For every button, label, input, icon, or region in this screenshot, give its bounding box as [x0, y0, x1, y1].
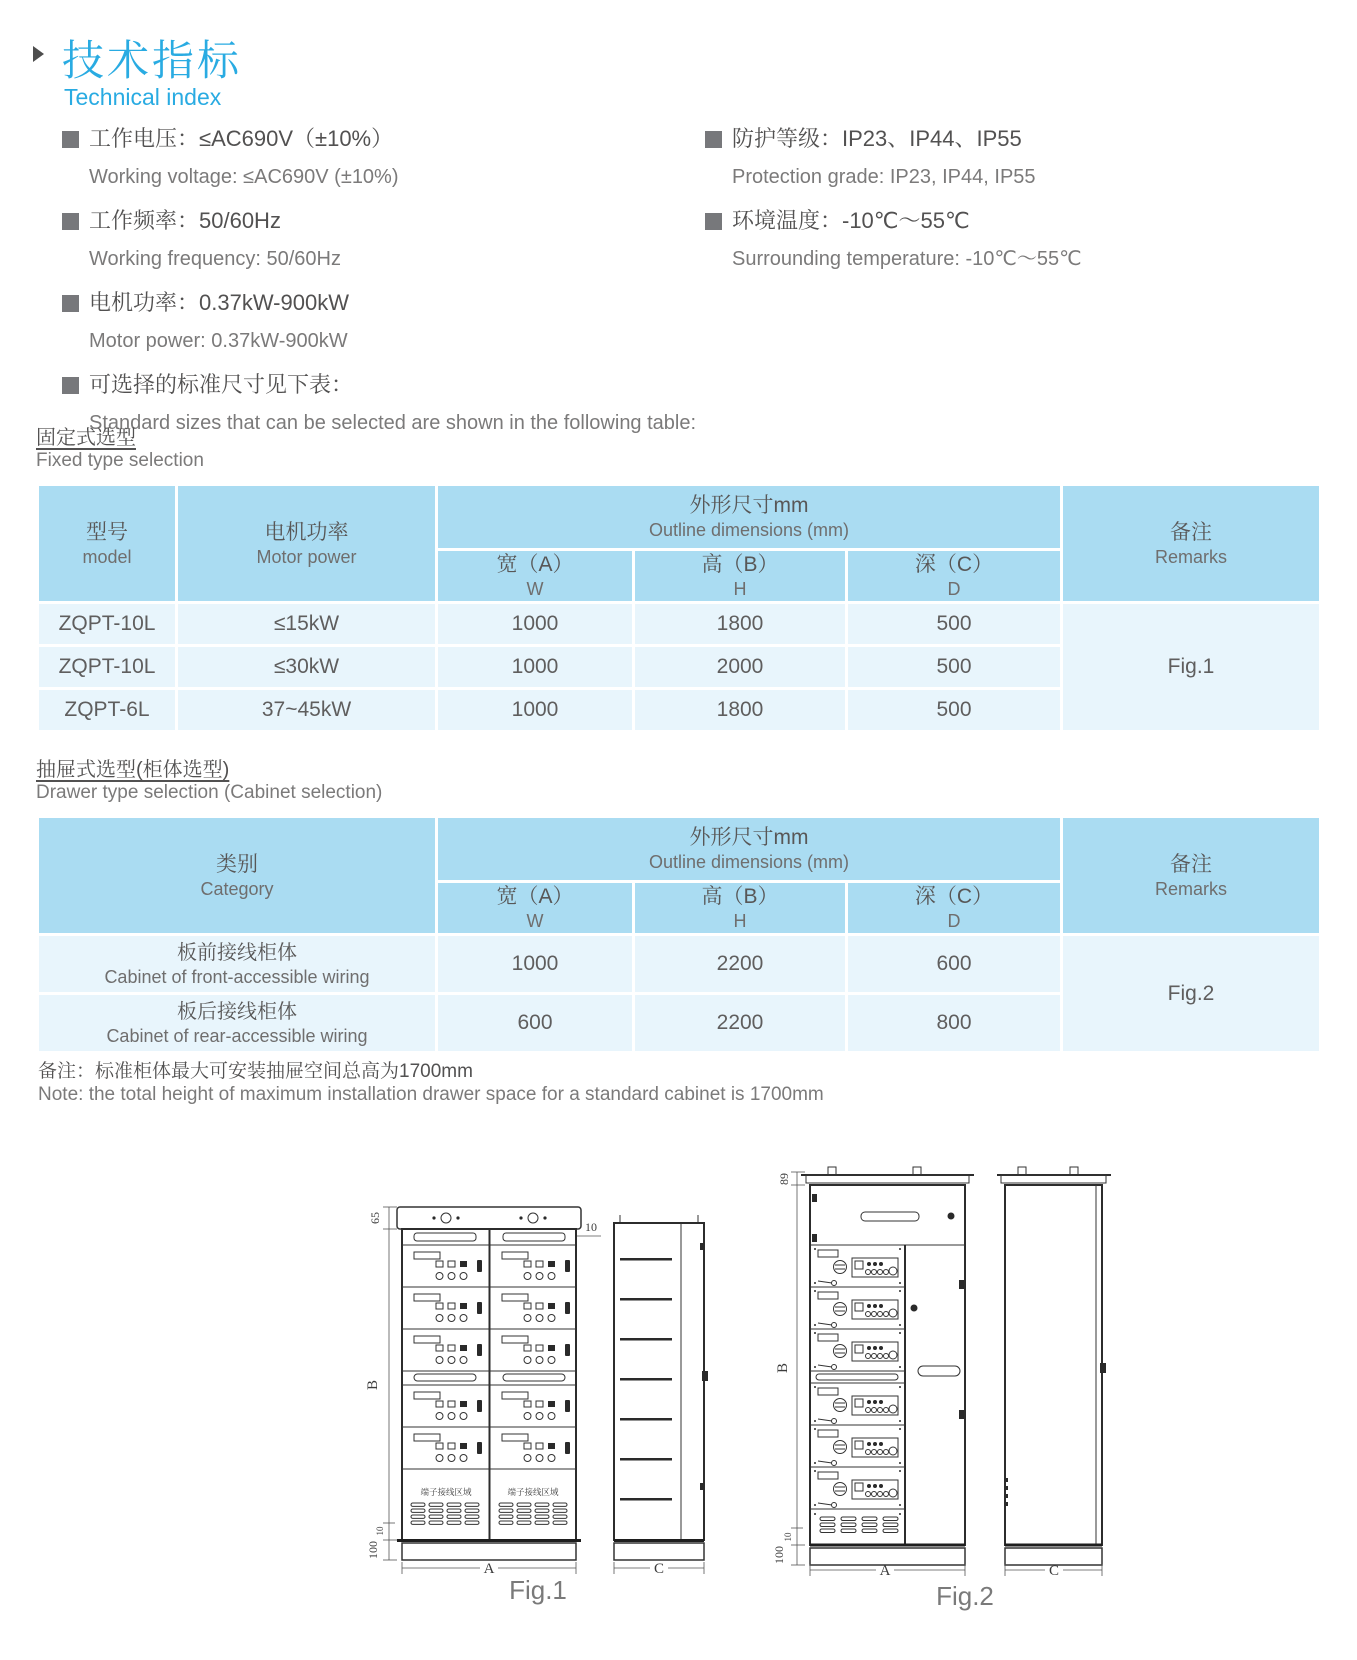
category-cell [39, 936, 435, 992]
spec-zh-text: 防护等级：IP23、IP44、IP55 [732, 126, 1022, 151]
header-en: W [526, 579, 544, 599]
depth-cell: 600 [848, 936, 1060, 992]
spec-en-text: Working voltage: ≤AC690V (±10%) [89, 166, 399, 188]
spec-en-text: Motor power: 0.37kW-900kW [89, 330, 348, 352]
dim-depth-label: C [653, 1561, 665, 1577]
fixed-type-table [36, 483, 1322, 733]
terminal-area-label: 端子接线区域 [420, 1487, 472, 1497]
note-en: Note: the total height of maximum installation drawer space for a standard cabinet is 1700mm [38, 1084, 824, 1105]
dim-base-label: 100 [772, 1546, 786, 1564]
header-zh: 深（C） [914, 553, 994, 576]
height-cell: 1800 [635, 604, 845, 644]
depth-cell: 800 [848, 995, 1060, 1051]
fig1-side-view [614, 1215, 708, 1560]
header-en: H [733, 911, 747, 931]
terminal-area-label: 端子接线区域 [507, 1487, 559, 1497]
spec-motor-power [62, 288, 702, 354]
col-header-outline-dimensions [438, 486, 1060, 548]
dim-cap-label: 89 [777, 1173, 791, 1185]
square-bullet-icon [62, 377, 79, 394]
model-cell: ZQPT-10L [39, 604, 175, 644]
header-en: Category [200, 878, 274, 899]
col-header-remarks [1063, 486, 1319, 601]
header-zh: 类别 [216, 852, 258, 876]
dim-top-right-label: 10 [585, 1220, 597, 1234]
width-cell: 1000 [438, 647, 632, 687]
depth-cell: 500 [848, 647, 1060, 687]
dim-small-label: 10 [783, 1532, 793, 1542]
spec-list-right [705, 124, 1345, 288]
page-title: 技术指标 [62, 37, 243, 84]
fixed-section-title-zh: 固定式选型 [36, 427, 136, 449]
width-cell: 1000 [438, 690, 632, 730]
spec-zh-text: 环境温度：-10℃～55℃ [732, 208, 970, 233]
drawer-section-title-en: Drawer type selection (Cabinet selection) [36, 782, 383, 803]
remarks-cell: Fig.2 [1063, 936, 1319, 1051]
width-cell: 1000 [438, 604, 632, 644]
col-header-remarks [1063, 818, 1319, 933]
spec-protection-grade [705, 124, 1345, 190]
square-bullet-icon [62, 213, 79, 230]
remarks-cell: Fig.1 [1063, 604, 1319, 730]
fig2-caption: Fig.2 [936, 1581, 994, 1611]
square-bullet-icon [705, 213, 722, 230]
dim-width-label: A [483, 1561, 495, 1577]
header-zh: 外形尺寸mm [689, 494, 809, 517]
square-bullet-icon [62, 131, 79, 148]
spec-surrounding-temperature [705, 206, 1345, 272]
spec-working-voltage [62, 124, 702, 190]
header-zh: 深（C） [914, 885, 994, 908]
header-zh: 宽（A） [496, 885, 574, 908]
spec-en-text: Working frequency: 50/60Hz [89, 248, 341, 270]
col-header-height [635, 551, 845, 601]
col-header-category [39, 818, 435, 933]
category-zh: 板前接线柜体 [177, 941, 297, 964]
header-en: model [82, 546, 132, 567]
fig1-drawing [333, 1143, 713, 1613]
spec-en-text: Surrounding temperature: -10℃～55℃ [732, 248, 1082, 270]
header-en: W [526, 911, 544, 931]
fig1-front-view [397, 1207, 581, 1560]
fixed-section-title-en: Fixed type selection [36, 450, 204, 471]
category-en: Cabinet of rear-accessible wiring [106, 1025, 368, 1046]
header-zh: 高（B） [701, 885, 779, 908]
dim-height-label: B [365, 1379, 381, 1391]
dim-small-label: 10 [375, 1526, 385, 1536]
header-zh: 宽（A） [496, 553, 574, 576]
width-cell: 600 [438, 995, 632, 1051]
dim-depth-label: C [1048, 1563, 1060, 1579]
spec-zh [62, 206, 702, 236]
header-zh: 型号 [86, 520, 128, 544]
spec-zh [62, 370, 702, 400]
power-cell: ≤30kW [178, 647, 435, 687]
dim-cap-label: 65 [368, 1212, 382, 1224]
spec-zh-text: 可选择的标准尺寸见下表： [89, 372, 354, 397]
col-header-width [438, 883, 632, 933]
spec-en-text: Protection grade: IP23, IP44, IP55 [732, 166, 1036, 188]
spec-zh-text: 电机功率：0.37kW-900kW [89, 290, 349, 315]
spec-zh [705, 206, 1345, 236]
spec-working-frequency [62, 206, 702, 272]
drawer-section-title-zh: 抽屉式选型(柜体选型) [36, 759, 230, 781]
spec-list-left [62, 124, 702, 452]
fig1-caption: Fig.1 [509, 1575, 567, 1605]
header-en: Outline dimensions (mm) [648, 852, 850, 872]
spec-zh [705, 124, 1345, 154]
page-subtitle: Technical index [64, 84, 222, 110]
category-cell [39, 995, 435, 1051]
header-en: Remarks [1154, 878, 1227, 899]
model-cell: ZQPT-10L [39, 647, 175, 687]
dim-base-label: 100 [366, 1541, 380, 1559]
height-cell: 2000 [635, 647, 845, 687]
fig2-front-view [801, 1167, 974, 1565]
header-en: D [947, 911, 961, 931]
header-en: Outline dimensions (mm) [648, 520, 850, 540]
spec-zh [62, 288, 702, 318]
table-row [39, 604, 1319, 644]
note-zh: 备注：标准柜体最大可安装抽屉空间总高为1700mm [38, 1061, 473, 1082]
height-cell: 1800 [635, 690, 845, 730]
category-en: Cabinet of front-accessible wiring [104, 966, 370, 987]
section-arrow-icon [33, 46, 44, 62]
col-header-model [39, 486, 175, 601]
width-cell: 1000 [438, 936, 632, 992]
spec-en-text: Standard sizes that can be selected are shown in the following table: [89, 412, 697, 434]
fig2-drawing [713, 1128, 1113, 1618]
model-cell: ZQPT-6L [39, 690, 175, 730]
header-zh: 电机功率 [264, 520, 349, 544]
header-zh: 外形尺寸mm [689, 826, 809, 849]
header-zh: 高（B） [701, 553, 779, 576]
col-header-depth [848, 551, 1060, 601]
square-bullet-icon [705, 131, 722, 148]
depth-cell: 500 [848, 604, 1060, 644]
dim-height-label: B [775, 1362, 791, 1374]
dim-width-label: A [879, 1563, 891, 1579]
fig2-side-view [997, 1167, 1111, 1565]
power-cell: ≤15kW [178, 604, 435, 644]
col-header-height [635, 883, 845, 933]
depth-cell: 500 [848, 690, 1060, 730]
header-en: Motor power [256, 546, 357, 567]
col-header-outline-dimensions [438, 818, 1060, 880]
drawer-type-table [36, 815, 1322, 1054]
col-header-width [438, 551, 632, 601]
power-cell: 37~45kW [178, 690, 435, 730]
header-zh: 备注 [1170, 520, 1212, 544]
header-en: H [733, 579, 747, 599]
category-zh: 板后接线柜体 [177, 1000, 297, 1023]
header-en: Remarks [1154, 546, 1227, 567]
spec-zh-text: 工作频率：50/60Hz [89, 208, 281, 233]
col-header-depth [848, 883, 1060, 933]
header-zh: 备注 [1170, 852, 1212, 876]
square-bullet-icon [62, 295, 79, 312]
spec-zh-text: 工作电压：≤AC690V（±10%） [89, 126, 394, 151]
col-header-motor-power [178, 486, 435, 601]
spec-zh [62, 124, 702, 154]
height-cell: 2200 [635, 995, 845, 1051]
height-cell: 2200 [635, 936, 845, 992]
table-row [39, 936, 1319, 992]
spec-standard-sizes [62, 370, 702, 436]
header-en: D [947, 579, 961, 599]
